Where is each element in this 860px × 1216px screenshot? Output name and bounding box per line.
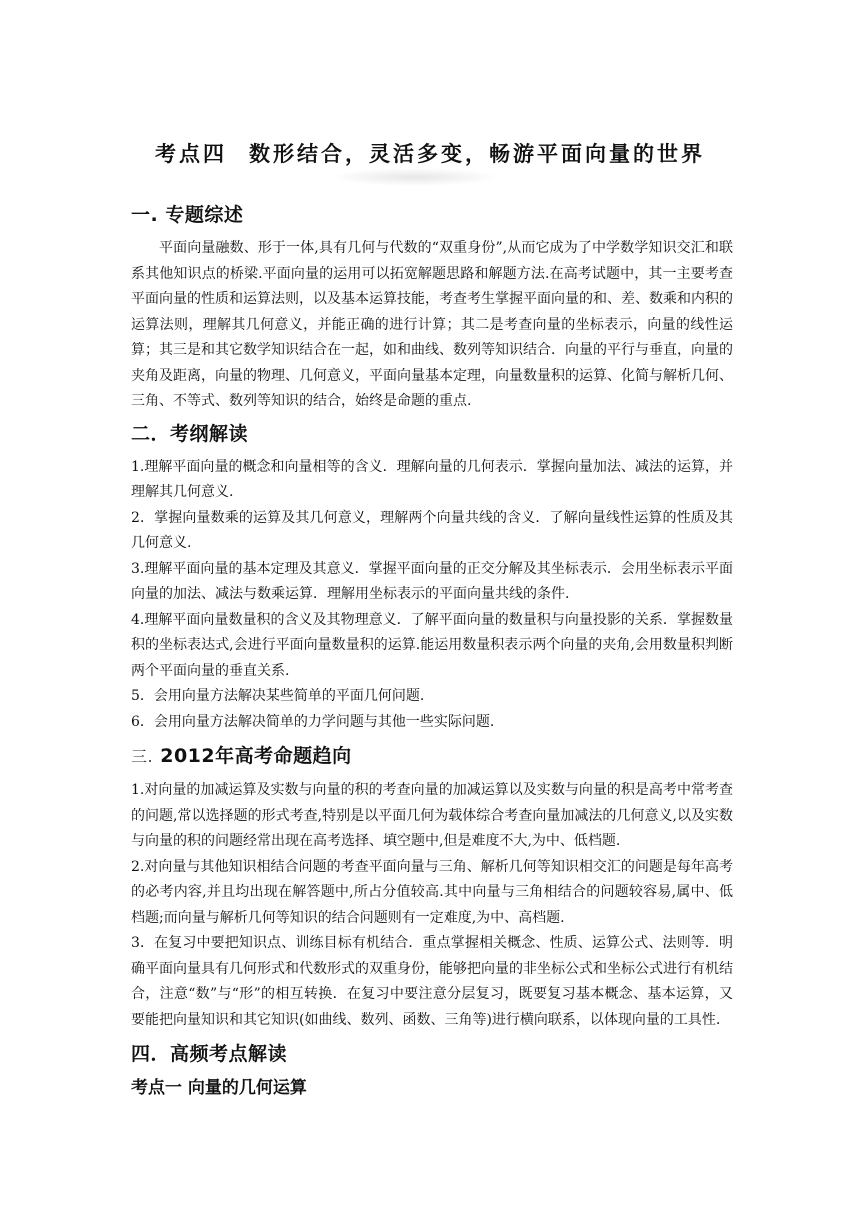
- syllabus-item-5: 5．会用向量方法解决某些简单的平面几何问题.: [131, 688, 425, 704]
- syllabus-item-6: 6．会用向量方法解决简单的力学问题与其他一些实际问题.: [131, 713, 495, 730]
- syllabus-item-1: 1.理解平面向量的概念和向量相等的含义．理解向量的几何表示．掌握向量加法、减法的运算，并理解其几何意义.: [131, 458, 733, 500]
- content: [131, 200, 733, 1103]
- section-heading-4: 四．高频考点解读: [131, 1043, 288, 1065]
- section-heading-3: [131, 741, 733, 772]
- syllabus-item-4: 4.理解平面向量数量积的含义及其物理意义．了解平面向量的数量积与向量投影的关系．掌握数量积的坐标表达式,会进行平面向量数量积的运算.能运用数量积表示两个向量的夹角,会用数量积判断两个平面向量的垂直关系.: [131, 611, 733, 679]
- trend-item-3: 3．在复习中要把知识点、训练目标有机结合．重点掌握相关概念、性质、运算公式、法则等．明确平面向量具有几何形式和代数形式的双重身份，能够把向量的非坐标公式和坐标公式进行有机结合，注意“数”与“形”的相互转换．在复习中要注意分层复习，既要复习基本概念、基本运算，又要能把向量知识和其它知识(如曲线、数列、函数、三角等)进行横向联系，以体现向量的工具性.: [131, 935, 733, 1028]
- title-right: 数形结合，灵活多变，畅游平面向量的世界: [249, 141, 705, 166]
- syllabus-item-2: 2．掌握向量数乘的运算及其几何意义，理解两个向量共线的含义．了解向量线性运算的性质及其几何意义.: [131, 509, 733, 551]
- section-3-number: 三.: [131, 747, 154, 766]
- trend-item-2: 2.对向量与其他知识相结合问题的考查平面向量与三角、解析几何等知识相交汇的问题是每年高考的必考内容,并且均出现在解答题中,所占分值较高.其中向量与三角相结合的问题较容易,属中、低档题;而向量与解析几何等知识的结合问题则有一定难度,为中、高档题.: [131, 858, 733, 926]
- syllabus-item-3: 3.理解平面向量的基本定理及其意义．掌握平面向量的正交分解及其坐标表示．会用坐标表示平面向量的加法、减法与数乘运算．理解用坐标表示的平面向量共线的条件.: [131, 560, 733, 602]
- subsection-heading: 考点一 向量的几何运算: [131, 1078, 307, 1098]
- title-left: 考点四: [155, 141, 227, 166]
- section-heading-2: 二．考纲解读: [131, 422, 249, 445]
- trend-item-1: 1.对向量的加减运算及实数与向量的积的考查向量的加减运算以及实数与向量的积是高考中常考查的问题,常以选择题的形式考查,特别是以平面几何为载体综合考查向量加减法的几何意义,以及实数与向量的积的问题经常出现在高考选择、填空题中,但是难度不大,为中、低档题.: [131, 782, 733, 849]
- page-title: [155, 138, 705, 168]
- section-1-paragraph: 平面向量融数、形于一体,具有几何与代数的“双重身份”,从而它成为了中学数学知识交汇和联系其他知识点的桥梁.平面向量的运用可以拓宽解题思路和解题方法.在高考试题中，其一主要考查平面向量的性质和运算法则，以及基本运算技能，考查考生掌握平面向量的和、差、数乘和内积的运算法则，理解其几何意义，并能正确的进行计算；其二是考查向量的坐标表示，向量的线性运算；其三是和其它数学知识结合在一起，如和曲线、数列等知识结合．向量的平行与垂直，向量的夹角及距离，向量的物理、几何意义，平面向量基本定理，向量数量积的运算、化简与解析几何、三角、不等式、数列等知识的结合，始终是命题的重点.: [131, 240, 733, 409]
- section-3-title: 2012年高考命题趋向: [160, 745, 352, 767]
- title-block: [0, 138, 860, 168]
- section-heading-1: 一. 专题综述: [131, 204, 244, 226]
- scan-smudge: [330, 168, 500, 186]
